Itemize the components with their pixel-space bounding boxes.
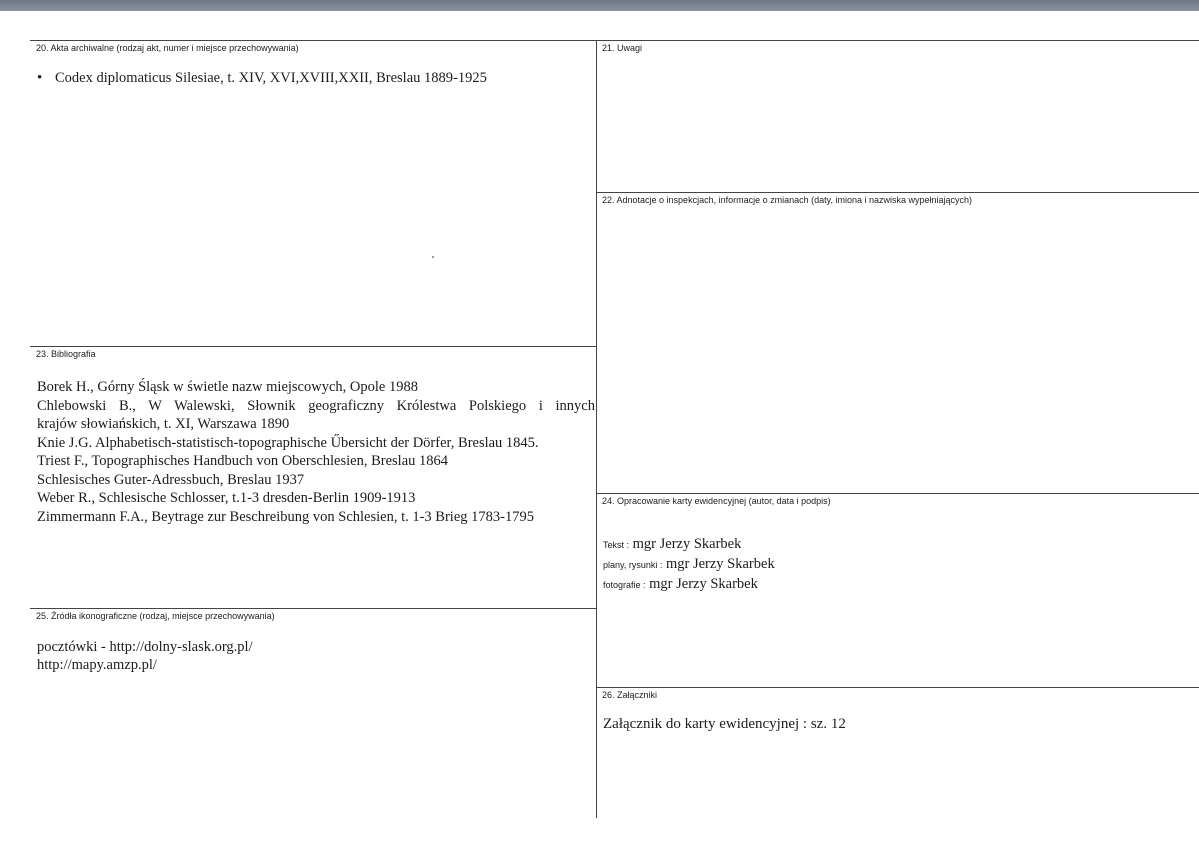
credit-prefix: fotografie : (603, 580, 646, 590)
section-23-label: 23. Bibliografia (36, 349, 96, 359)
rule-top-right (596, 40, 1199, 41)
section-20-label: 20. Akta archiwalne (rodzaj akt, numer i miejsce przechowywania) (36, 43, 299, 53)
bibliography-entry: Knie J.G. Alphabetisch-statistisch-topographische Űbersicht der Dörfer, Breslau 1845. (37, 434, 539, 451)
bibliography-entry: Zimmermann F.A., Beytrage zur Beschreibung von Schlesien, t. 1-3 Brieg 1783-1795 (37, 508, 534, 525)
scan-speck (432, 256, 434, 258)
section-24-label: 24. Opracowanie karty ewidencyjnej (autor, data i podpis) (602, 496, 831, 506)
scan-top-edge (0, 0, 1199, 11)
rule-section-22 (596, 192, 1199, 193)
section-26-label: 26. Załączniki (602, 690, 658, 700)
archive-list (37, 70, 487, 87)
iconographic-sources (37, 638, 253, 674)
credit-plans (603, 555, 775, 575)
bibliography-list (37, 378, 595, 526)
rule-section-23 (30, 346, 596, 347)
rule-section-24 (596, 493, 1199, 494)
section-25-label: 25. Źródła ikonograficzne (rodzaj, miejsce przechowywania) (36, 611, 275, 621)
bibliography-entry: krajów słowiańskich, t. XI, Warszawa 1890 (37, 416, 290, 432)
bibliography-entry: Schlesisches Guter-Adressbuch, Breslau 1937 (37, 471, 305, 488)
section-22-label: 22. Adnotacje o inspekcjach, informacje o zmianach (daty, imiona i nazwiska wypełniających) (602, 195, 973, 205)
credit-name: mgr Jerzy Skarbek (632, 536, 742, 552)
credit-name: mgr Jerzy Skarbek (665, 556, 775, 572)
card-credits (603, 535, 775, 595)
attachments-text: Załącznik do karty ewidencyjnej : sz. 12 (603, 716, 846, 732)
rule-section-26 (596, 687, 1199, 688)
section-21-label: 21. Uwagi (602, 43, 643, 53)
source-link: pocztówki - http://dolny-slask.org.pl/ (37, 639, 253, 655)
archive-item: • Codex diplomaticus Silesiae, t. XIV, XVI,XVIII,XXII, Breslau 1889-1925 (37, 70, 487, 87)
source-link: http://mapy.amzp.pl/ (37, 657, 157, 673)
credit-prefix: plany, rysunki : (603, 560, 663, 570)
rule-center-vertical (596, 40, 597, 818)
bibliography-entry: Chlebowski B., W Walewski, Słownik geograficzny Królestwa Polskiego i innych (37, 397, 595, 414)
credit-prefix: Tekst : (603, 540, 630, 550)
bibliography-entry: Borek H., Górny Śląsk w świetle nazw miejscowych, Opole 1988 (37, 379, 418, 395)
credit-text (603, 535, 775, 555)
credit-name: mgr Jerzy Skarbek (649, 576, 758, 592)
bibliography-entry: Triest F., Topographisches Handbuch von Oberschlesien, Breslau 1864 (37, 453, 449, 469)
rule-top-left (30, 40, 596, 41)
credit-photos (603, 575, 775, 595)
rule-section-25 (30, 608, 596, 609)
bibliography-entry: Weber R., Schlesische Schlosser, t.1-3 dresden-Berlin 1909-1913 (37, 490, 416, 506)
